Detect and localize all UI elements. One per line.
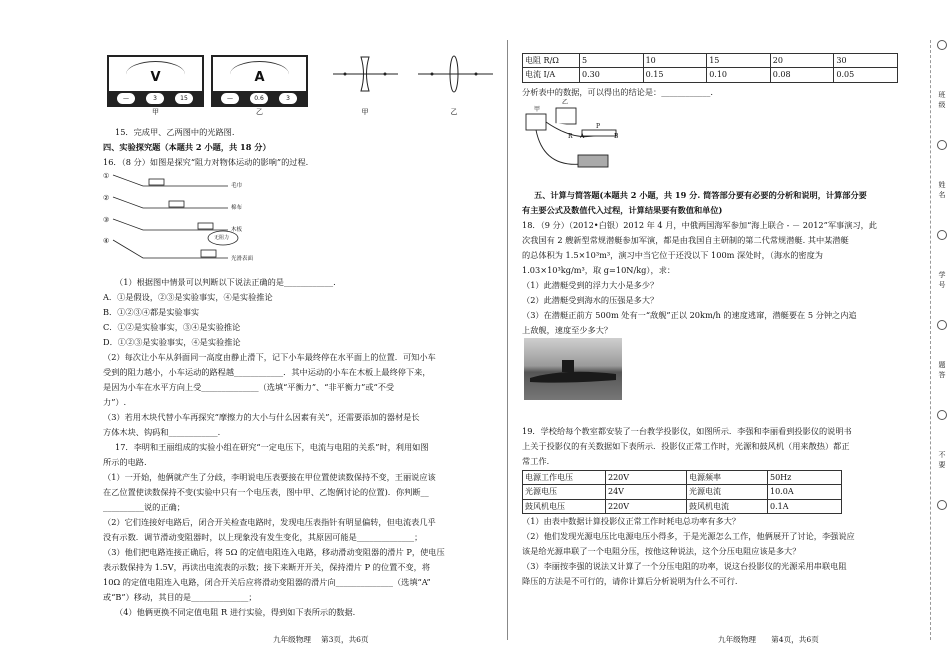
q19-question-3a: （3）李丽按李强的说法又计算了一个分压电阻的功率，说这台投影仪的光源采用串联电阻 [522, 561, 847, 571]
circuit-label-b: B [614, 133, 619, 140]
q17-line-12: （4）他俩更换不同定值电阻 R 进行实验，得到如下表所示的数据. [115, 607, 356, 617]
q18-line-2: 次我国有 2 艘新型常规潜艇参加军演，都是由我国自主研制的第二代常规潜艇. 其中某潜艇 [522, 235, 849, 245]
surface-label-smooth: 光滑表面 [231, 256, 254, 262]
q16-line-7: 受到的阻力越小，小车运动的路程越____________．其中运动的小车在木板上最终停下来， [103, 367, 431, 377]
question-16-title: 16．（8 分）如图是探究“阻力对物体运动的影响”的过程. [103, 157, 309, 167]
caption-yi-lens: 乙 [450, 108, 458, 116]
binding-hole [937, 410, 947, 420]
table-cell: 0.10 [707, 68, 771, 82]
circuit-label-a: A [580, 133, 585, 140]
projector-table [522, 470, 842, 514]
q17-line-11: 或“B”）移动，其目的是______________； [103, 592, 257, 602]
circuit-figure [522, 100, 622, 178]
binding-hole [937, 40, 947, 50]
binding-label: 不 [938, 451, 946, 459]
q16-option-d: D．①②③是实验事实，④是实验推论 [103, 337, 241, 347]
binding-hole [937, 230, 947, 240]
q18-line-5: （1）此潜艇受到的浮力大小是多少？ [522, 280, 659, 290]
voltmeter-symbol: V [150, 70, 161, 85]
a-terminal-neg: — [221, 93, 239, 104]
ramp-num-2: ② [103, 194, 110, 202]
ramp-experiment-figure [103, 172, 263, 268]
table-cell: 24V [606, 485, 687, 499]
q16-line-6: （2）每次让小车从斜面同一高度由静止滑下，记下小车最终停在水平面上的位置．可知小车 [103, 352, 436, 362]
circuit-label-jia: 甲 [534, 106, 541, 113]
section-4-title: 四、实验探究题（本题共 2 小题，共 18 分） [103, 142, 271, 152]
a-terminal-06: 0.6 [250, 93, 268, 104]
q17-line-8: （3）他们把电路连接正确后，将 5Ω 的定值电阻连入电路，移动滑动变阻器的滑片 P，使电压 [103, 547, 445, 557]
q16-option-a: A．①是假设，②③是实验事实，④是实验推论 [103, 292, 273, 302]
table-cell: 0.1A [768, 499, 842, 513]
binding-label: 答 [938, 371, 946, 379]
surface-label-cotton: 棉布 [231, 205, 243, 211]
q17-line-4: 在乙位置使读数保持不变(实验中只有一个电压表，图中甲、乙饱俩讨论的位置)．你判断__ [103, 487, 429, 497]
table-row [523, 499, 842, 513]
section-5-line-1: 五、计算与简答题(本题共 2 小题，共 19 分. 简答部分要有必要的分析和说明，计算部分要 [534, 190, 867, 200]
q19-question-3b: 降压的方法是不可行的，请你计算后分析说明为什么不可行. [522, 576, 738, 586]
ammeter-figure [211, 55, 308, 116]
v-terminal-neg: — [117, 93, 135, 104]
ammeter-symbol: A [254, 70, 265, 85]
binding-label: 姓 [938, 181, 946, 189]
question-15: 15．完成甲、乙两图中的光路图. [115, 127, 235, 137]
binding-hole [937, 320, 947, 330]
caption-yi-meter: 乙 [256, 107, 263, 116]
q18-line-4: 1.03×10³kg/m³，取 g=10N/kg），求： [522, 265, 676, 275]
table-cell: 10 [643, 54, 707, 68]
table-cell: 0.08 [770, 68, 834, 82]
binding-label: 题 [938, 361, 946, 369]
table-cell: 光源电压 [523, 485, 606, 499]
q17-line-7: 没有示数．调节滑动变阻器时，以上现象没有发生变化，其原因可能是______________； [103, 532, 423, 542]
a-terminal-3: 3 [279, 93, 297, 104]
v-terminal-15: 15 [175, 93, 193, 104]
page-divider [507, 40, 508, 640]
q16-line-1: （1）根据图中情景可以判断以下说法正确的是____________. [115, 277, 336, 287]
q19-line-1: 19．学校给每个教室都安装了一台教学投影仪，如图所示．李强和李丽看到投影仪的说明书 [522, 426, 852, 436]
table-cell: 0.15 [643, 68, 707, 82]
ramp-num-3: ③ [103, 216, 110, 224]
table-cell: 电流 I/A [523, 68, 580, 82]
table-cell: 电源工作电压 [523, 471, 606, 485]
table-row [523, 471, 842, 485]
binding-hole [937, 500, 947, 510]
q16-option-b: B．①②③④都是实验事实 [103, 307, 200, 317]
lens-diagram [328, 52, 498, 120]
q19-question-2a: （2）他们发现光源电压比电源电压小得多，于是光源怎么工作，他俩展开了讨论，李强说应 [522, 531, 855, 541]
binding-line [930, 40, 932, 640]
table-row [523, 54, 898, 68]
section-5-line-2: 有主要公式及数值代入过程，计算结果要有数值和单位) [522, 205, 723, 215]
table-cell: 20 [770, 54, 834, 68]
q17-line-2: 所示的电路. [103, 457, 147, 467]
table-cell: 光源电流 [687, 485, 768, 499]
binding-label: 学 [938, 271, 946, 279]
table1-conclusion: 分析表中的数据，可以得出的结论是：____________. [522, 87, 713, 97]
submarine-photo [524, 338, 622, 400]
table-cell: 220V [606, 471, 687, 485]
right-footer: 九年级物理 第4页，共6页 [718, 635, 819, 644]
q17-line-9: 表示数保持为 1.5V，再读出电流表的示数；接下来断开开关，保持滑片 P 的位置不变，将 [103, 562, 431, 572]
left-footer: 九年级物理 第3页，共6页 [273, 635, 369, 644]
q16-line-11: 方体木块、钩码和____________. [103, 427, 221, 437]
q17-line-5: __________说的正确； [103, 502, 185, 512]
voltmeter-figure [107, 55, 204, 116]
table-cell: 50Hz [768, 471, 842, 485]
q19-line-3: 常工作． [522, 456, 555, 466]
surface-label-wood: 木板 [231, 227, 243, 233]
table-cell: 0.30 [580, 68, 644, 82]
surface-label-towel: 毛巾 [231, 183, 243, 189]
q16-option-c: C．①②是实验事实，③④是实验推论 [103, 322, 241, 332]
table-cell: 30 [834, 54, 898, 68]
q16-line-9: 力”）. [103, 397, 127, 407]
q16-line-8: 是因为小车在水平方向上受______________（选填“平衡力”、“非平衡力”或“不受 [103, 382, 395, 392]
table-row [523, 485, 842, 499]
table-cell: 鼓风机电压 [523, 499, 606, 513]
table-cell: 电源频率 [687, 471, 768, 485]
binding-label: 级 [938, 101, 946, 109]
ramp-num-4: ④ [103, 237, 110, 245]
resistance-current-table [522, 53, 898, 83]
q18-line-3: 的总体积为 1.5×10³m³，演习中当它位于还没以下 100m 深处时，（海水的密度为 [522, 250, 823, 260]
q18-line-8: 上敌舰，速度至少多大？ [522, 325, 613, 335]
v-terminal-3: 3 [146, 93, 164, 104]
q17-line-3: （1）一开始，他俩就产生了分歧，李明说电压表要接在甲位置使读数保持不变，王丽说应该 [103, 472, 436, 482]
q19-line-2: 上关于投影仪的有关数据如下表所示．投影仪正常工作时，光源和鼓风机（用来散热）都正 [522, 441, 850, 451]
binding-hole [937, 140, 947, 150]
q19-question-2b: 该是给光源串联了一个电阻分压，按他这种说法，这个分压电阻应该是多大？ [522, 546, 801, 556]
table-cell: 电阻 R/Ω [523, 54, 580, 68]
binding-label: 班 [938, 91, 946, 99]
caption-jia-lens: 甲 [361, 108, 369, 116]
table-cell: 15 [707, 54, 771, 68]
table-row [523, 68, 898, 82]
circuit-label-r: R [568, 133, 573, 140]
q18-line-7: （3）在潜艇正前方 500m 处有一“敌舰”正以 20km/h 的速度逃窜，潜艇要在 5 分钟之内追 [522, 310, 857, 320]
q18-line-6: （2）此潜艇受到海水的压强是多大？ [522, 295, 659, 305]
q17-line-1: 17．李明和王丽组成的实验小组在研究“一定电压下，电流与电阻的关系”时，利用如图 [115, 442, 429, 452]
circuit-label-yi: 乙 [562, 99, 569, 106]
table-cell: 10.0A [768, 485, 842, 499]
bubble-text: 无阻力 [214, 235, 230, 241]
binding-label: 名 [938, 191, 946, 199]
q17-line-10: 10Ω 的定值电阻连入电路，闭合开关后应将滑动变阻器的滑片向______________（选填“A” [103, 577, 431, 587]
q16-line-10: （3）若用木块代替小车再探究“摩擦力的大小与什么因素有关”，还需要添加的器材是长 [103, 412, 420, 422]
table-cell: 220V [606, 499, 687, 513]
table-cell: 0.05 [834, 68, 898, 82]
binding-label: 号 [938, 281, 946, 289]
table-cell: 5 [580, 54, 644, 68]
q18-line-1: 18．（9 分）（2012•白银）2012 年 4 月，中俄两国海军参加“海上联合 - － 2012”军事演习，此 [522, 220, 877, 230]
caption-jia-meter: 甲 [152, 107, 159, 116]
circuit-label-p: P [596, 123, 601, 130]
binding-label: 要 [938, 461, 946, 469]
q19-question-1: （1）由表中数据计算投影仪正常工作时耗电总功率有多大？ [522, 516, 741, 526]
q17-line-6: （2）它们连接好电路后，闭合开关检查电路时，发现电压表指针有明显偏转，但电流表几乎 [103, 517, 436, 527]
ramp-num-1: ① [103, 172, 110, 180]
table-cell: 鼓风机电流 [687, 499, 768, 513]
